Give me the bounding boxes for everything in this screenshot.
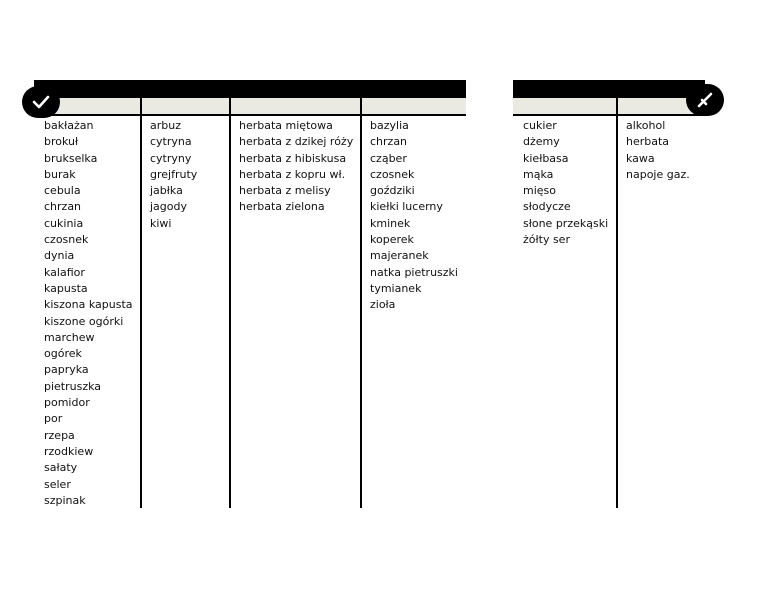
forbidden-foods-panel: [513, 80, 705, 510]
list-item: grejfruty: [150, 167, 198, 181]
list-item: cząber: [370, 151, 407, 165]
list-item: arbuz: [150, 119, 181, 132]
list-item: herbata miętowa: [239, 119, 333, 132]
column-fruits: [140, 98, 229, 508]
list-item: burak: [44, 167, 76, 181]
panel-header-bar: [513, 80, 705, 98]
list: [239, 118, 360, 216]
column-herbs-spices: [360, 98, 468, 508]
list: [523, 118, 616, 248]
list-item: czosnek: [370, 167, 415, 181]
list-item: kalafior: [44, 265, 85, 279]
list-item: cukier: [523, 119, 557, 132]
list-item: czosnek: [44, 233, 89, 247]
list-item: żółty ser: [523, 233, 570, 247]
list-item: marchew: [44, 330, 95, 344]
list-item: natka pietruszki: [370, 265, 458, 279]
list-item: kiełbasa: [523, 151, 569, 165]
list-item: cebula: [44, 184, 81, 198]
list-item: bazylia: [370, 119, 409, 132]
panel-header-bar: [34, 80, 466, 98]
list-item: herbata z melisy: [239, 184, 331, 198]
list-item: kiszona kapusta: [44, 298, 133, 312]
list-item: dżemy: [523, 135, 560, 149]
list-item: herbata zielona: [239, 200, 325, 214]
column-forbidden-drinks: [616, 98, 707, 508]
list-item: koperek: [370, 233, 414, 247]
column-herbal-teas: [229, 98, 360, 508]
list-item: alkohol: [626, 119, 666, 132]
list-item: rzepa: [44, 428, 75, 442]
list: [626, 118, 707, 183]
list-item: chrzan: [44, 200, 82, 214]
list-item: zioła: [370, 298, 396, 312]
list-item: napoje gaz.: [626, 167, 690, 181]
list-item: kawa: [626, 151, 655, 165]
list-item: seler: [44, 477, 71, 491]
list-item: kapusta: [44, 281, 88, 295]
column-forbidden-foods: [513, 98, 616, 508]
list-item: słodycze: [523, 200, 571, 214]
list-item: ogórek: [44, 347, 82, 361]
list-item: pomidor: [44, 396, 90, 410]
list-item: pietruszka: [44, 379, 102, 393]
list-item: mięso: [523, 184, 556, 198]
list-item: kiszone ogórki: [44, 314, 124, 328]
allowed-foods-panel: [34, 80, 466, 510]
list-item: kiełki lucerny: [370, 200, 443, 214]
list: [370, 118, 468, 314]
list-item: jabłka: [150, 184, 183, 198]
list-item: sałaty: [44, 461, 78, 475]
column-vegetables: [34, 98, 140, 508]
cross-icon: [686, 84, 724, 116]
list-item: por: [44, 412, 63, 426]
list-item: herbata z kopru wł.: [239, 167, 346, 181]
list: [150, 118, 229, 232]
list-item: herbata z dzikej róży: [239, 135, 354, 149]
list-item: jagody: [150, 200, 188, 214]
list-item: mąka: [523, 167, 554, 181]
list-item: goździki: [370, 184, 415, 198]
list-item: tymianek: [370, 281, 422, 295]
list-item: chrzan: [370, 135, 408, 149]
list-item: cytryny: [150, 151, 192, 165]
list-item: kminek: [370, 216, 411, 230]
list-item: brokuł: [44, 135, 79, 149]
list-item: rzodkiew: [44, 444, 94, 458]
list-item: dynia: [44, 249, 75, 263]
list-item: szpinak: [44, 493, 86, 507]
check-icon: [22, 86, 60, 118]
list-item: kiwi: [150, 216, 172, 230]
list-item: herbata z hibiskusa: [239, 151, 347, 165]
list-item: słone przekąski: [523, 216, 609, 230]
list-item: brukselka: [44, 151, 98, 165]
list-item: herbata: [626, 135, 670, 149]
list-item: cytryna: [150, 135, 192, 149]
list-item: papryka: [44, 363, 89, 377]
list-item: bakłażan: [44, 119, 94, 132]
list-item: majeranek: [370, 249, 429, 263]
list-item: cukinia: [44, 216, 84, 230]
list: [44, 118, 140, 509]
